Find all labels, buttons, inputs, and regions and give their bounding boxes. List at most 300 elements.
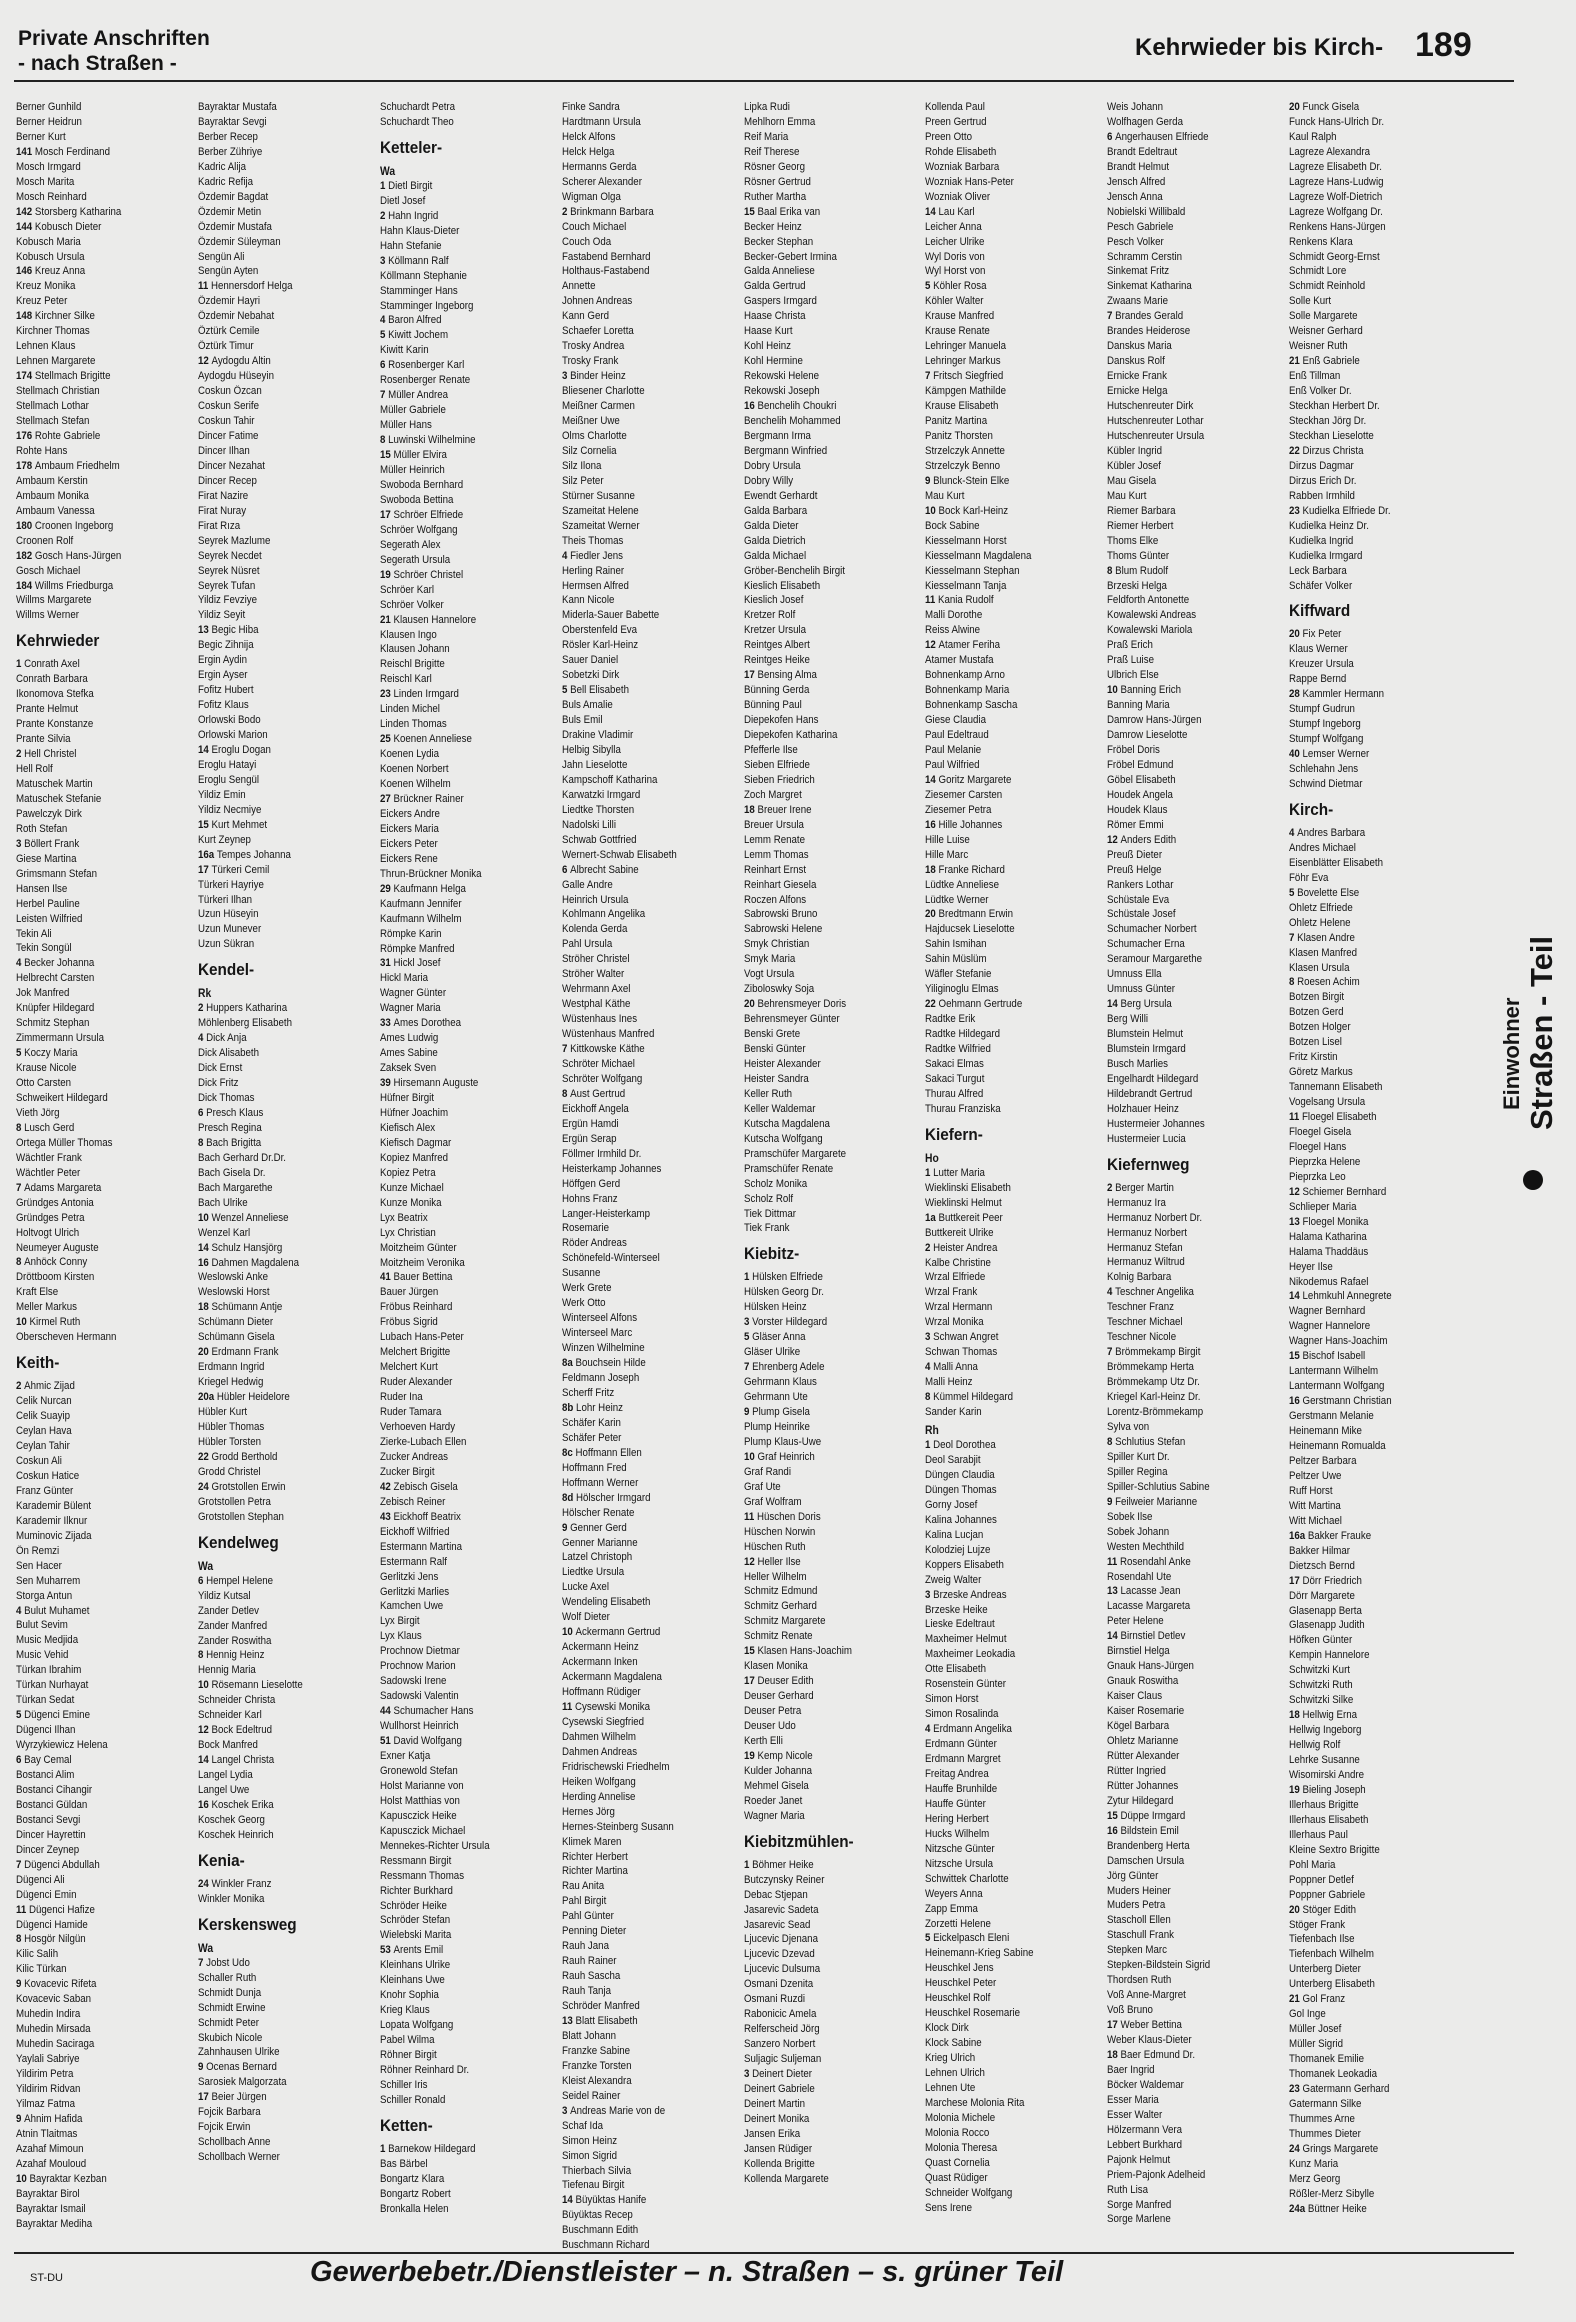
resident-entry: Sorge Marlene — [1107, 2213, 1171, 2226]
resident-entry: 17 Schröer Elfriede — [379, 508, 463, 521]
resident-entry: Ressmann Thomas — [379, 1869, 464, 1882]
resident-entry: Richter Burkhard — [379, 1884, 453, 1897]
side-label-big: Straßen - Teil — [1524, 935, 1559, 1130]
resident-entry: Wyrzykiewicz Helena — [16, 1739, 108, 1752]
resident-entry: 15 Müller Elvira — [379, 449, 447, 462]
resident-entry: Thurau Franziska — [925, 1102, 1001, 1115]
resident-entry: Thordsen Ruth — [1107, 1974, 1172, 1987]
house-number: 7 — [1107, 310, 1116, 323]
resident-entry: Lubach Hans-Peter — [379, 1331, 464, 1344]
house-number: 19 — [379, 568, 394, 581]
resident-entry: Bongartz Klara — [379, 2172, 445, 2185]
resident-entry: Giese Claudia — [925, 714, 987, 727]
resident-entry: Seramour Margarethe — [1107, 953, 1203, 966]
resident-entry: 10 Wenzel Anneliese — [197, 1211, 289, 1224]
resident-entry: 2 Hell Christel — [16, 748, 77, 761]
resident-entry: Seidel Rainer — [561, 2089, 620, 2102]
house-number: 10 — [925, 504, 939, 517]
resident-entry: Enß Volker Dr. — [1289, 385, 1352, 398]
resident-entry: Radtke Erik — [925, 1013, 976, 1026]
resident-entry: 41 Bauer Bettina — [379, 1271, 453, 1284]
resident-entry: Ströher Walter — [561, 968, 624, 981]
resident-entry: 3 Binder Heinz — [561, 370, 626, 383]
resident-entry: Botzen Lisel — [1289, 1036, 1343, 1049]
resident-entry: Bohnenkamp Maria — [925, 684, 1010, 697]
resident-entry: Finke Sandra — [561, 101, 620, 113]
resident-entry: Solle Kurt — [1289, 295, 1332, 308]
resident-entry: Rauh Sascha — [561, 1970, 620, 1983]
house-number: 6 — [379, 359, 388, 372]
house-number: 16a — [197, 848, 217, 861]
resident-entry: Banning Maria — [1107, 699, 1170, 712]
resident-entry: Wigman Olga — [561, 190, 621, 203]
resident-entry: 178 Ambaum Friedhelm — [16, 459, 120, 472]
resident-entry: Schmidt Lore — [1289, 265, 1347, 278]
street-heading: Kiefernweg — [1107, 1154, 1190, 1174]
resident-entry: Lorentz-Brömmekamp — [1107, 1406, 1204, 1419]
resident-entry: Bostanci Alim — [16, 1768, 75, 1781]
resident-entry: Yildirim Petra — [16, 2068, 74, 2081]
resident-entry: Wüstenhaus Manfred — [561, 1028, 654, 1041]
resident-entry: Pesch Gabriele — [1107, 220, 1174, 233]
resident-entry: Trosky Andrea — [561, 340, 624, 353]
resident-entry: 6 Rosenberger Karl — [379, 359, 465, 372]
resident-entry: Kretzer Rolf — [743, 609, 795, 622]
resident-entry: Yildiz Seyit — [197, 609, 246, 622]
resident-entry: Yilmaz Fatma — [16, 2097, 76, 2110]
resident-entry: 21 Klausen Hannelore — [379, 613, 476, 626]
resident-entry: Reif Maria — [743, 130, 788, 143]
resident-entry: Kaul Ralph — [1289, 130, 1337, 143]
resident-entry: Sengün Ali — [197, 250, 245, 263]
resident-entry: Hennig Maria — [197, 1664, 256, 1677]
resident-entry: Gehrmann Ute — [743, 1391, 808, 1404]
resident-entry: Buschmann Richard — [561, 2239, 650, 2250]
resident-entry: Koenen Norbert — [379, 763, 449, 776]
resident-entry: Schröer Karl — [379, 583, 434, 596]
resident-entry: Trosky Frank — [561, 355, 618, 368]
resident-entry: Langel Uwe — [197, 1784, 250, 1797]
house-number: 10 — [1107, 684, 1121, 697]
resident-entry: 3 Brzeske Andreas — [925, 1588, 1007, 1601]
resident-entry: Kamchen Uwe — [379, 1600, 443, 1613]
resident-entry: Sahin Ismihan — [925, 938, 987, 951]
resident-entry: 15 Kurt Mehmet — [197, 818, 268, 831]
resident-entry: Otto Carsten — [16, 1077, 72, 1090]
resident-entry: 15 Klasen Hans-Joachim — [743, 1645, 852, 1658]
resident-entry: Kieslich Elisabeth — [743, 579, 820, 592]
resident-entry: Bach Gisela Dr. — [197, 1166, 266, 1179]
resident-entry: Vieth Jörg — [16, 1106, 60, 1119]
resident-entry: Öztürk Cemile — [197, 325, 260, 338]
resident-entry: 20 Erdmann Frank — [197, 1346, 279, 1359]
resident-entry: Fastabend Bernhard — [561, 250, 651, 263]
resident-entry: Zorzetti Helene — [925, 1917, 992, 1930]
resident-entry: Willms Margarete — [16, 594, 92, 607]
resident-entry: Bostanci Sevgi — [16, 1813, 81, 1826]
resident-entry: Suljagic Suljeman — [743, 2053, 821, 2066]
resident-entry: Birnstiel Helga — [1107, 1645, 1170, 1658]
resident-entry: Leck Barbara — [1289, 564, 1347, 577]
resident-entry: Gaspers Irmgard — [743, 295, 817, 308]
resident-entry: Floegel Hans — [1289, 1140, 1347, 1153]
resident-entry: Müller Hans — [379, 419, 432, 432]
house-number: 24 — [197, 1877, 212, 1890]
house-number: 9 — [925, 474, 934, 487]
resident-entry: Holtvogt Ulrich — [16, 1226, 80, 1239]
resident-entry: Feldforth Antonette — [1107, 594, 1190, 607]
resident-entry: 15 Baal Erika van — [743, 205, 820, 218]
resident-entry: Malli Heinz — [925, 1376, 973, 1389]
resident-entry: Unterberg Dieter — [1289, 1963, 1361, 1976]
house-number: 18 — [1107, 2049, 1121, 2061]
resident-entry: 28 Kammler Hermann — [1289, 688, 1385, 701]
resident-entry: Eickers Maria — [379, 822, 439, 835]
resident-entry: Möhlenberg Elisabeth — [197, 1017, 292, 1030]
resident-entry: Linden Thomas — [379, 718, 447, 731]
resident-entry: Rohde Elisabeth — [925, 145, 997, 158]
resident-entry: Heinemann Mike — [1289, 1425, 1363, 1438]
resident-entry: 15 Düppe Irmgard — [1107, 1809, 1186, 1822]
resident-entry: Genner Marianne — [561, 1536, 638, 1549]
resident-entry: Kiesselmann Stephan — [925, 564, 1020, 577]
resident-entry: Kreuzer Ursula — [1289, 658, 1354, 671]
resident-entry: Panitz Martina — [925, 415, 988, 428]
resident-entry: 9 Ocenas Bernard — [197, 2061, 277, 2074]
resident-entry: Solle Margarete — [1289, 310, 1358, 323]
resident-entry: Moitzheim Veronika — [379, 1256, 465, 1269]
house-number: 14 — [1107, 1630, 1121, 1643]
resident-entry: Liedtke Thorsten — [561, 803, 634, 816]
resident-entry: Ruder Alexander — [379, 1376, 453, 1389]
district-code: Rk — [197, 986, 212, 1001]
resident-entry: Wozniak Oliver — [925, 190, 991, 203]
resident-entry: 11 Cysewski Monika — [561, 1700, 650, 1713]
house-number: 9 — [197, 2061, 206, 2074]
resident-entry: Zaksek Sven — [379, 1062, 436, 1075]
house-number: 8 — [16, 1256, 25, 1269]
resident-entry: Dick Alisabeth — [197, 1047, 259, 1060]
resident-entry: Melchert Kurt — [379, 1361, 438, 1374]
resident-entry: Ambaum Kerstin — [16, 474, 88, 487]
resident-entry: Matuschek Martin — [16, 777, 93, 790]
resident-entry: Hermanuz Ira — [1107, 1196, 1167, 1209]
resident-entry: Krieg Klaus — [379, 2004, 430, 2017]
resident-entry: Sahin Müslüm — [925, 953, 987, 966]
resident-entry: Skubich Nicole — [197, 2031, 263, 2044]
resident-entry: Schwan Thomas — [925, 1346, 998, 1359]
resident-entry: Matuschek Stefanie — [16, 792, 102, 805]
resident-entry: Schwitzki Kurt — [1289, 1664, 1351, 1677]
bullet-icon — [1523, 1170, 1543, 1190]
resident-entry: Pajonk Helmut — [1107, 2153, 1171, 2166]
resident-entry: 8b Lohr Heinz — [561, 1401, 623, 1414]
resident-entry: Kutscha Magdalena — [743, 1117, 830, 1130]
resident-entry: Sauer Daniel — [561, 654, 618, 667]
resident-entry: Celik Suayip — [16, 1410, 71, 1423]
resident-entry: Türkan Sedat — [16, 1694, 75, 1707]
resident-entry: Butczynsky Reiner — [743, 1873, 824, 1886]
resident-entry: Mau Kurt — [1107, 489, 1147, 502]
resident-entry: Wrzal Frank — [925, 1286, 978, 1299]
resident-entry: 19 Schröer Christel — [379, 568, 463, 581]
resident-entry: Bauer Jürgen — [379, 1286, 439, 1299]
resident-entry: Brzeske Heike — [925, 1603, 989, 1616]
house-number: 1 — [379, 179, 388, 192]
resident-entry: Prochnow Dietmar — [379, 1645, 460, 1658]
resident-entry: Hölscher Renate — [561, 1506, 634, 1519]
resident-entry: Galda Gertrud — [743, 280, 806, 293]
house-number: 2 — [1107, 1181, 1116, 1194]
house-number: 12 — [1107, 833, 1121, 846]
resident-entry: 8 Luwinski Wilhelmine — [379, 434, 476, 447]
resident-entry: Lagreze Hans-Ludwig — [1289, 175, 1384, 188]
resident-entry: Lehringer Markus — [925, 355, 1001, 368]
resident-entry: Schaf Ida — [561, 2119, 603, 2132]
header-range-title: Kehrwieder bis Kirch- — [1135, 34, 1384, 61]
resident-entry: Röhner Birgit — [379, 2049, 437, 2062]
resident-entry: Lucke Axel — [561, 1581, 609, 1594]
resident-entry: Danskus Maria — [1107, 340, 1173, 353]
resident-entry: Nikodemus Rafael — [1289, 1275, 1369, 1288]
resident-entry: Erdmann Günter — [925, 1738, 998, 1751]
resident-entry: Wisomirski Andre — [1289, 1768, 1365, 1781]
resident-entry: Botzen Birgit — [1289, 991, 1345, 1004]
resident-entry: Bakker Hilmar — [1289, 1544, 1351, 1557]
resident-entry: Kutscha Wolfgang — [743, 1132, 823, 1145]
resident-entry: 4 Teschner Angelika — [1107, 1286, 1195, 1299]
resident-entry: Klock Dirk — [925, 2022, 970, 2035]
resident-entry: Peter Helene — [1107, 1615, 1164, 1628]
resident-entry: Rauh Jana — [561, 1940, 609, 1953]
resident-entry: Pahl Birgit — [561, 1895, 606, 1908]
resident-entry: Müller Heinrich — [379, 464, 445, 477]
house-number: 7 — [925, 370, 934, 383]
resident-entry: Yildirim Ridvan — [16, 2083, 81, 2095]
resident-entry: Dick Fritz — [197, 1077, 239, 1090]
resident-entry: Simon Heinz — [561, 2134, 617, 2147]
resident-entry: Pawelczyk Dirk — [16, 807, 82, 820]
resident-entry: 53 Arents Emil — [379, 1944, 443, 1957]
house-number: 6 — [197, 1107, 206, 1119]
resident-entry: 146 Kreuz Anna — [16, 265, 86, 278]
resident-entry: Werk Otto — [561, 1297, 606, 1310]
resident-entry: Berg Willi — [1107, 1013, 1149, 1026]
resident-entry: Wolf Dieter — [561, 1611, 610, 1624]
resident-entry: Lagreze Alexandra — [1289, 145, 1371, 158]
resident-entry: Rabben Irmhild — [1289, 489, 1356, 502]
resident-entry: Bayraktar Mediha — [16, 2217, 93, 2230]
page-header-left — [18, 26, 210, 76]
resident-entry: 4 Andres Barbara — [1289, 826, 1366, 839]
house-number: 13 — [197, 624, 212, 637]
resident-entry: Schröter Wolfgang — [561, 1072, 642, 1085]
house-number: 10 — [743, 1450, 758, 1463]
resident-entry: 1 Deol Dorothea — [925, 1439, 997, 1452]
resident-entry: Schönefeld-Winterseel — [561, 1252, 660, 1265]
house-number: 11 — [743, 1510, 757, 1523]
resident-entry: 9 Feilweier Marianne — [1107, 1495, 1198, 1508]
resident-entry: Kalbe Christine — [925, 1256, 992, 1269]
house-number: 27 — [379, 792, 394, 805]
house-number: 7 — [197, 1956, 206, 1969]
house-number: 23 — [379, 688, 394, 701]
resident-entry: Rösner Georg — [743, 160, 805, 173]
resident-entry: Molonia Michele — [925, 2111, 996, 2124]
resident-entry: Kobusch Ursula — [16, 250, 85, 263]
resident-entry: Schmitz Renate — [743, 1630, 813, 1643]
resident-entry: Marchese Molonia Rita — [925, 2096, 1025, 2109]
house-number: 5 — [925, 1932, 934, 1945]
resident-entry: Reinhart Giesela — [743, 878, 816, 891]
house-number: 9 — [743, 1406, 752, 1419]
resident-entry: Illerhaus Brigitte — [1289, 1798, 1359, 1811]
resident-entry: Sabrowski Bruno — [743, 908, 817, 921]
resident-entry: Dügenci Hamide — [16, 1918, 88, 1931]
resident-entry: 7 Kittkowske Käthe — [561, 1043, 645, 1056]
resident-entry: Bayraktar Birol — [16, 2187, 80, 2200]
resident-entry: Türkeri Ilhan — [197, 893, 252, 906]
resident-entry: Hernes-Steinberg Susann — [561, 1820, 674, 1833]
house-number: 7 — [16, 1858, 25, 1871]
resident-entry: Hauffe Günter — [925, 1797, 987, 1810]
resident-entry: Schlieper Maria — [1289, 1200, 1357, 1213]
resident-entry: Holzhauer Heinz — [1107, 1102, 1180, 1115]
resident-entry: Sobetzki Dirk — [561, 669, 619, 682]
resident-entry: Brandt Edeltraut — [1107, 145, 1178, 158]
resident-entry: Kovacevic Saban — [16, 1993, 92, 2006]
resident-entry: 20a Hübler Heidelore — [197, 1391, 290, 1404]
resident-entry: Exner Katja — [379, 1749, 430, 1762]
resident-entry: Ziesemer Carsten — [925, 788, 1003, 801]
resident-entry: Wielebski Marita — [379, 1929, 452, 1942]
directory-column — [1289, 100, 1471, 2250]
resident-entry: Helck Helga — [561, 145, 615, 158]
resident-entry: Sinkemat Katharina — [1107, 280, 1193, 293]
resident-entry: Grotstollen Stephan — [197, 1510, 284, 1523]
resident-entry: Lantermann Wolfgang — [1289, 1380, 1385, 1393]
house-number: 4 — [1289, 826, 1298, 839]
resident-entry: Schäfer Peter — [561, 1431, 622, 1444]
resident-entry: 13 Floegel Monika — [1289, 1215, 1369, 1228]
resident-entry: Giese Martina — [16, 852, 77, 865]
resident-entry: Fröbel Edmund — [1107, 758, 1174, 771]
house-number: 1a — [925, 1211, 939, 1224]
resident-entry: Hering Herbert — [925, 1812, 990, 1825]
resident-entry: Moitzheim Günter — [379, 1241, 457, 1254]
resident-entry: Weslowski Horst — [197, 1286, 270, 1299]
resident-entry: 6 Presch Klaus — [197, 1107, 264, 1119]
resident-entry: Helck Alfons — [561, 130, 616, 143]
house-number: 16 — [197, 1798, 212, 1811]
resident-entry: Winterseel Alfons — [561, 1312, 637, 1325]
resident-entry: Jensch Alfred — [1107, 175, 1166, 188]
resident-entry: Annette — [561, 280, 596, 293]
house-number: 12 — [925, 639, 939, 652]
resident-entry: Riemer Herbert — [1107, 519, 1174, 532]
resident-entry: Galle Andre — [561, 878, 613, 891]
house-number: 43 — [379, 1510, 394, 1523]
resident-entry: 7 Dügenci Abdullah — [16, 1858, 100, 1871]
resident-entry: 22 Grodd Berthold — [197, 1450, 278, 1463]
resident-entry: Mau Gisela — [1107, 474, 1157, 487]
street-heading: Kiffward — [1289, 601, 1351, 621]
resident-entry: Glasenapp Berta — [1289, 1604, 1363, 1617]
resident-entry: Galda Dieter — [743, 519, 799, 532]
resident-entry: Müller Gabriele — [379, 404, 446, 417]
street-heading: Kiefern- — [925, 1124, 984, 1144]
resident-entry: Müller Sigrid — [1289, 2038, 1344, 2051]
resident-entry: Segerath Alex — [379, 538, 441, 551]
resident-entry: Kaufmann Wilhelm — [379, 912, 462, 925]
house-number: 41 — [379, 1271, 394, 1284]
house-number: 4 — [925, 1723, 934, 1736]
resident-entry: Rauh Tanja — [561, 1985, 611, 1998]
resident-entry: 9 Plump Gisela — [743, 1406, 810, 1419]
resident-entry: 184 Willms Friedburga — [16, 579, 114, 592]
resident-entry: 5 Köhler Rosa — [925, 280, 987, 293]
house-number: 7 — [379, 389, 388, 402]
resident-entry: Wieklinski Helmut — [925, 1196, 1003, 1209]
resident-entry: Molonia Theresa — [925, 2141, 998, 2154]
resident-entry: Tiefenau Birgit — [561, 2179, 624, 2192]
resident-entry: Benski Grete — [743, 1028, 800, 1041]
resident-entry: Schröder Manfred — [561, 2000, 640, 2013]
resident-entry: Krieg Ulrich — [925, 2052, 976, 2065]
resident-entry: Eroglu Hatayi — [197, 758, 257, 771]
resident-entry: Yildiz Fevziye — [197, 594, 257, 607]
resident-entry: Grotstollen Petra — [197, 1495, 271, 1508]
resident-entry: Poppner Gabriele — [1289, 1888, 1366, 1901]
resident-entry: Penning Dieter — [561, 1925, 626, 1938]
house-number: 3 — [561, 2104, 570, 2117]
resident-entry: Meller Markus — [16, 1301, 78, 1314]
resident-entry: 4 Erdmann Angelika — [925, 1723, 1013, 1736]
resident-entry: Meißner Uwe — [561, 415, 620, 428]
resident-entry: Stascholl Ellen — [1107, 1914, 1171, 1927]
resident-entry: Celik Nurcan — [16, 1395, 72, 1408]
house-number: 144 — [16, 220, 35, 233]
resident-entry: Heisterkamp Johannes — [561, 1162, 661, 1175]
resident-entry: Hellwig Rolf — [1289, 1739, 1341, 1752]
resident-entry: Gründges Antonia — [16, 1196, 94, 1209]
resident-entry: 13 Begic Hiba — [197, 624, 259, 637]
resident-entry: Thoms Elke — [1107, 534, 1159, 547]
resident-entry: Jasarevic Sadeta — [743, 1903, 819, 1916]
house-number: 4 — [197, 1032, 206, 1045]
house-number: 18 — [1289, 1709, 1303, 1722]
house-number: 5 — [1289, 886, 1298, 899]
resident-entry: Grimsmann Stefan — [16, 867, 98, 880]
resident-entry: Hustermeier Lucia — [1107, 1132, 1187, 1145]
resident-entry: 11 Dügenci Hafize — [16, 1903, 95, 1916]
resident-entry: Richter Martina — [561, 1865, 628, 1878]
house-number: 24 — [197, 1480, 212, 1493]
resident-entry: Schneider Karl — [197, 1709, 262, 1722]
resident-entry: 3 Köllmann Ralf — [379, 254, 449, 267]
resident-entry: 1 Conrath Axel — [16, 658, 80, 671]
resident-entry: Eickers Andre — [379, 807, 440, 820]
resident-entry: 5 Eickelpasch Eleni — [925, 1932, 1010, 1945]
house-number: 1 — [379, 2142, 388, 2155]
resident-entry: 11 Floegel Elisabeth — [1289, 1111, 1377, 1124]
resident-entry: Dahmen Wilhelm — [561, 1730, 636, 1743]
house-number: 11 — [925, 594, 939, 607]
resident-entry: Yildiz Necmiye — [197, 803, 262, 816]
resident-entry: Kann Nicole — [561, 594, 615, 607]
resident-entry: Dincer Recep — [197, 474, 257, 487]
house-number: 8a — [561, 1357, 576, 1370]
